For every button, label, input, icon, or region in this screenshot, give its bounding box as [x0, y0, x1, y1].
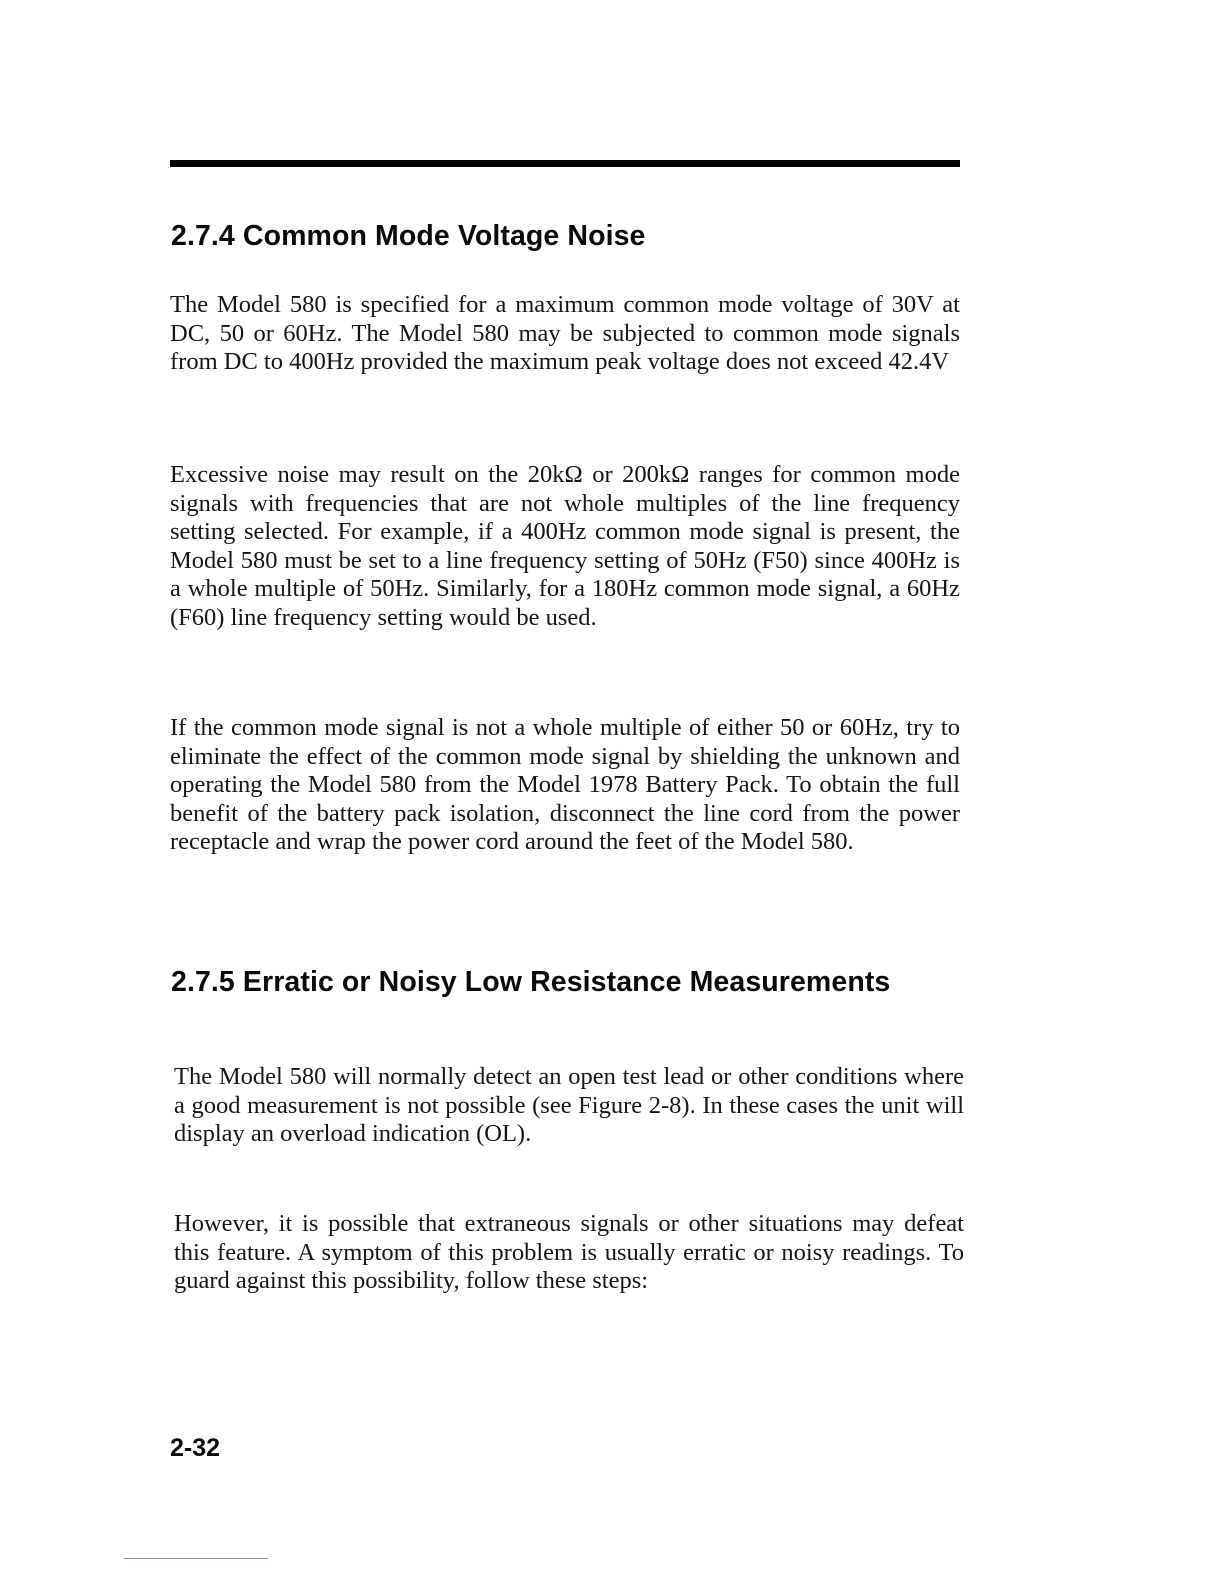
- section-heading-common-mode: 2.7.4 Common Mode Voltage Noise: [171, 220, 646, 252]
- paragraph-common-mode-spec: The Model 580 is specified for a maximum common mode voltage of 30V at DC, 50 or 60Hz. The Model 580 may be subjected to common mode signals from DC to 400Hz provided the maximum peak voltage does not exceed 42.4V: [170, 291, 960, 375]
- paragraph-open-lead-detect: The Model 580 will normally detect an open test lead or other conditions where a good measurement is not possible (see Figure 2-8). In these cases the unit will display an overload indication (OL).: [174, 1063, 964, 1147]
- paragraph-shielding: If the common mode signal is not a whole multiple of either 50 or 60Hz, try to eliminate the effect of the common mode signal by shielding the unknown and operating the Model 580 from the Model 1978 Battery Pack. To obtain the full benefit of the battery pack isolation, disconnect the line cord from the power receptacle and wrap the power cord around the feet of the Model 580.: [170, 714, 960, 855]
- paragraph-excessive-noise: Excessive noise may result on the 20kΩ or 200kΩ ranges for common mode signals with frequencies that are not whole multiples of the line frequency setting selected. For example, if a 400Hz common mode signal is present, the Model 580 must be set to a line frequency setting of 50Hz (F50) since 400Hz is a whole multiple of 50Hz. Similarly, for a 180Hz common mode signal, a 60Hz (F60) line frequency setting would be used.: [170, 461, 960, 631]
- top-rule: [170, 160, 960, 167]
- page-number: 2-32: [170, 1434, 221, 1462]
- bottom-rule: [124, 1558, 268, 1559]
- section-heading-low-resistance: 2.7.5 Erratic or Noisy Low Resistance Measurements: [171, 966, 891, 998]
- paragraph-guard-steps: However, it is possible that extraneous signals or other situations may defeat this feature. A symptom of this problem is usually erratic or noisy readings. To guard against this possibility, follow these steps:: [174, 1210, 964, 1294]
